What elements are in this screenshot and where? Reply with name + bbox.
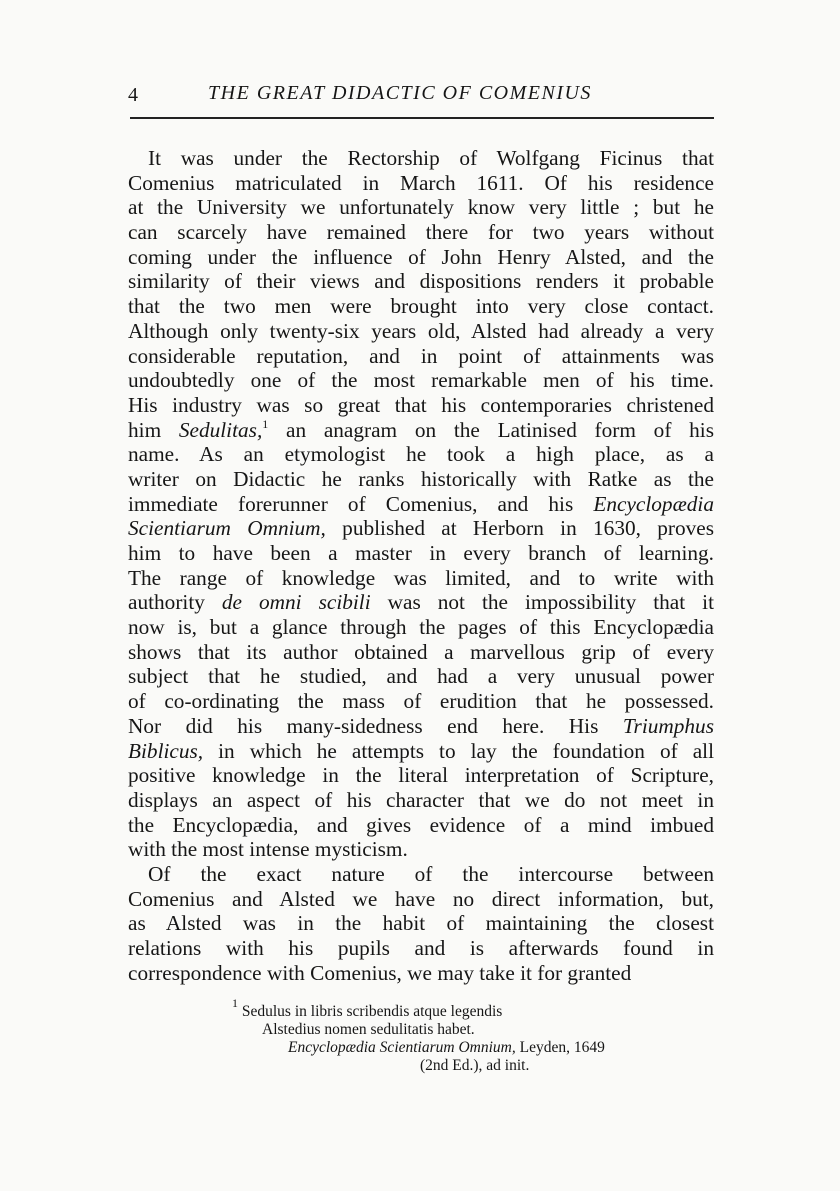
text-line bbox=[128, 788, 714, 813]
text-segment: His industry was so great that his contemporaries christened bbox=[128, 392, 714, 417]
text-line bbox=[128, 615, 714, 640]
text-segment: authority bbox=[128, 590, 222, 615]
italic-text: Encyclopædia bbox=[593, 491, 714, 516]
text-segment: The range of knowledge was limited, and to write with bbox=[128, 565, 714, 590]
text-segment: similarity of their views and dispositions renders it probable bbox=[128, 269, 714, 294]
text-line bbox=[128, 146, 714, 171]
footnote-source-title: Encyclopædia Scientiarum Omnium, bbox=[288, 1039, 516, 1056]
text-segment: Comenius matriculated in March 1611. Of his residence bbox=[128, 170, 714, 195]
text-segment: of co-ordinating the mass of erudition that he possessed. bbox=[128, 689, 714, 714]
text-line bbox=[128, 516, 714, 541]
text-segment: Of the exact nature of the intercourse between bbox=[148, 861, 714, 886]
text-segment: considerable reputation, and in point of attainments was bbox=[128, 343, 714, 368]
text-line bbox=[128, 862, 714, 887]
text-segment: an anagram on the Latinised form of his bbox=[268, 417, 714, 442]
text-line bbox=[128, 368, 714, 393]
text-segment: the Encyclopædia, and gives evidence of a mind imbued bbox=[128, 812, 714, 837]
text-segment: at the University we unfortunately know very little ; but he bbox=[128, 195, 714, 220]
text-segment: him to have been a master in every branch of learning. bbox=[128, 541, 714, 565]
text-segment: now is, but a glance through the pages of this Encyclopædia bbox=[128, 615, 714, 640]
text-line bbox=[128, 813, 714, 838]
text-line bbox=[128, 319, 714, 344]
italic-text: Biblicus, bbox=[128, 738, 204, 763]
header-rule bbox=[130, 117, 714, 119]
text-segment: relations with his pupils and is afterwards found in bbox=[128, 936, 714, 960]
text-line bbox=[128, 664, 714, 689]
text-segment: positive knowledge in the literal interpretation of Scripture, bbox=[128, 763, 714, 788]
text-segment: undoubtedly one of the most remarkable men of his time. bbox=[128, 368, 714, 393]
text-line bbox=[128, 195, 714, 220]
text-line bbox=[128, 245, 714, 270]
text-line bbox=[128, 837, 714, 862]
text-segment: Although only twenty-six years old, Alsted had already a very bbox=[128, 318, 714, 343]
footnote bbox=[232, 996, 605, 1075]
running-title: THE GREAT DIDACTIC OF COMENIUS bbox=[208, 82, 592, 104]
body-text bbox=[128, 146, 714, 985]
text-line bbox=[128, 566, 714, 591]
italic-text: Sedulitas, bbox=[178, 417, 263, 442]
italic-text: Scientiarum Omnium, bbox=[128, 516, 326, 541]
text-segment: in which he attempts to lay the foundation of all bbox=[203, 738, 714, 763]
text-segment: Comenius and Alsted we have no direct information, but, bbox=[128, 886, 714, 911]
text-segment: It was under the Rectorship of Wolfgang Ficinus that bbox=[148, 146, 714, 170]
text-segment: immediate forerunner of Comenius, and his bbox=[128, 491, 594, 516]
text-line bbox=[128, 418, 714, 443]
footnote-source-place: Leyden, 1649 bbox=[515, 1039, 605, 1056]
text-line bbox=[128, 294, 714, 319]
text-segment: can scarcely have remained there for two years without bbox=[128, 220, 714, 245]
text-segment: as Alsted was in the habit of maintaining the closest bbox=[128, 911, 714, 936]
page-number: 4 bbox=[128, 84, 138, 106]
footnote-reference: 1 bbox=[262, 416, 269, 431]
text-line bbox=[128, 541, 714, 566]
text-segment: was not the impossibility that it bbox=[370, 590, 714, 615]
text-segment: subject that he studied, and had a very unusual power bbox=[128, 664, 714, 689]
text-line bbox=[128, 344, 714, 369]
text-line bbox=[128, 689, 714, 714]
text-line bbox=[128, 590, 714, 615]
text-segment: name. As an etymologist he took a high place, as a bbox=[128, 442, 714, 467]
text-line bbox=[128, 714, 714, 739]
text-line bbox=[128, 640, 714, 665]
text-segment: displays an aspect of his character that we do not meet in bbox=[128, 787, 714, 812]
text-line bbox=[128, 442, 714, 467]
italic-text: Triumphus bbox=[622, 713, 714, 738]
text-segment: coming under the influence of John Henry Alsted, and the bbox=[128, 244, 714, 269]
text-line bbox=[128, 393, 714, 418]
text-line bbox=[128, 171, 714, 196]
footnote-marker: 1 bbox=[232, 996, 238, 1010]
text-line bbox=[128, 220, 714, 245]
text-line bbox=[128, 887, 714, 912]
text-line bbox=[128, 739, 714, 764]
text-segment: correspondence with Comenius, we may take it for granted bbox=[128, 960, 632, 985]
text-line bbox=[128, 961, 714, 986]
text-segment: with the most intense mysticism. bbox=[128, 837, 408, 862]
text-segment: writer on Didactic he ranks historically with Ratke as the bbox=[128, 466, 714, 491]
text-line bbox=[128, 763, 714, 788]
text-line bbox=[128, 492, 714, 517]
text-segment: him bbox=[128, 417, 179, 442]
text-segment: that the two men were brought into very close contact. bbox=[128, 294, 714, 319]
footnote-line: (2nd Ed.), ad init. bbox=[420, 1057, 530, 1074]
text-line bbox=[128, 269, 714, 294]
text-segment: published at Herborn in 1630, proves bbox=[325, 516, 715, 541]
italic-text: de omni scibili bbox=[221, 590, 371, 615]
text-line bbox=[128, 911, 714, 936]
footnote-line: Alstedius nomen sedulitatis habet. bbox=[262, 1021, 475, 1038]
text-line bbox=[128, 467, 714, 492]
text-segment: Nor did his many-sidedness end here. His bbox=[128, 713, 623, 738]
text-line bbox=[128, 936, 714, 961]
footnote-line: Sedulus in libris scribendis atque legendis bbox=[241, 1003, 503, 1020]
text-segment: shows that its author obtained a marvellous grip of every bbox=[128, 639, 714, 664]
